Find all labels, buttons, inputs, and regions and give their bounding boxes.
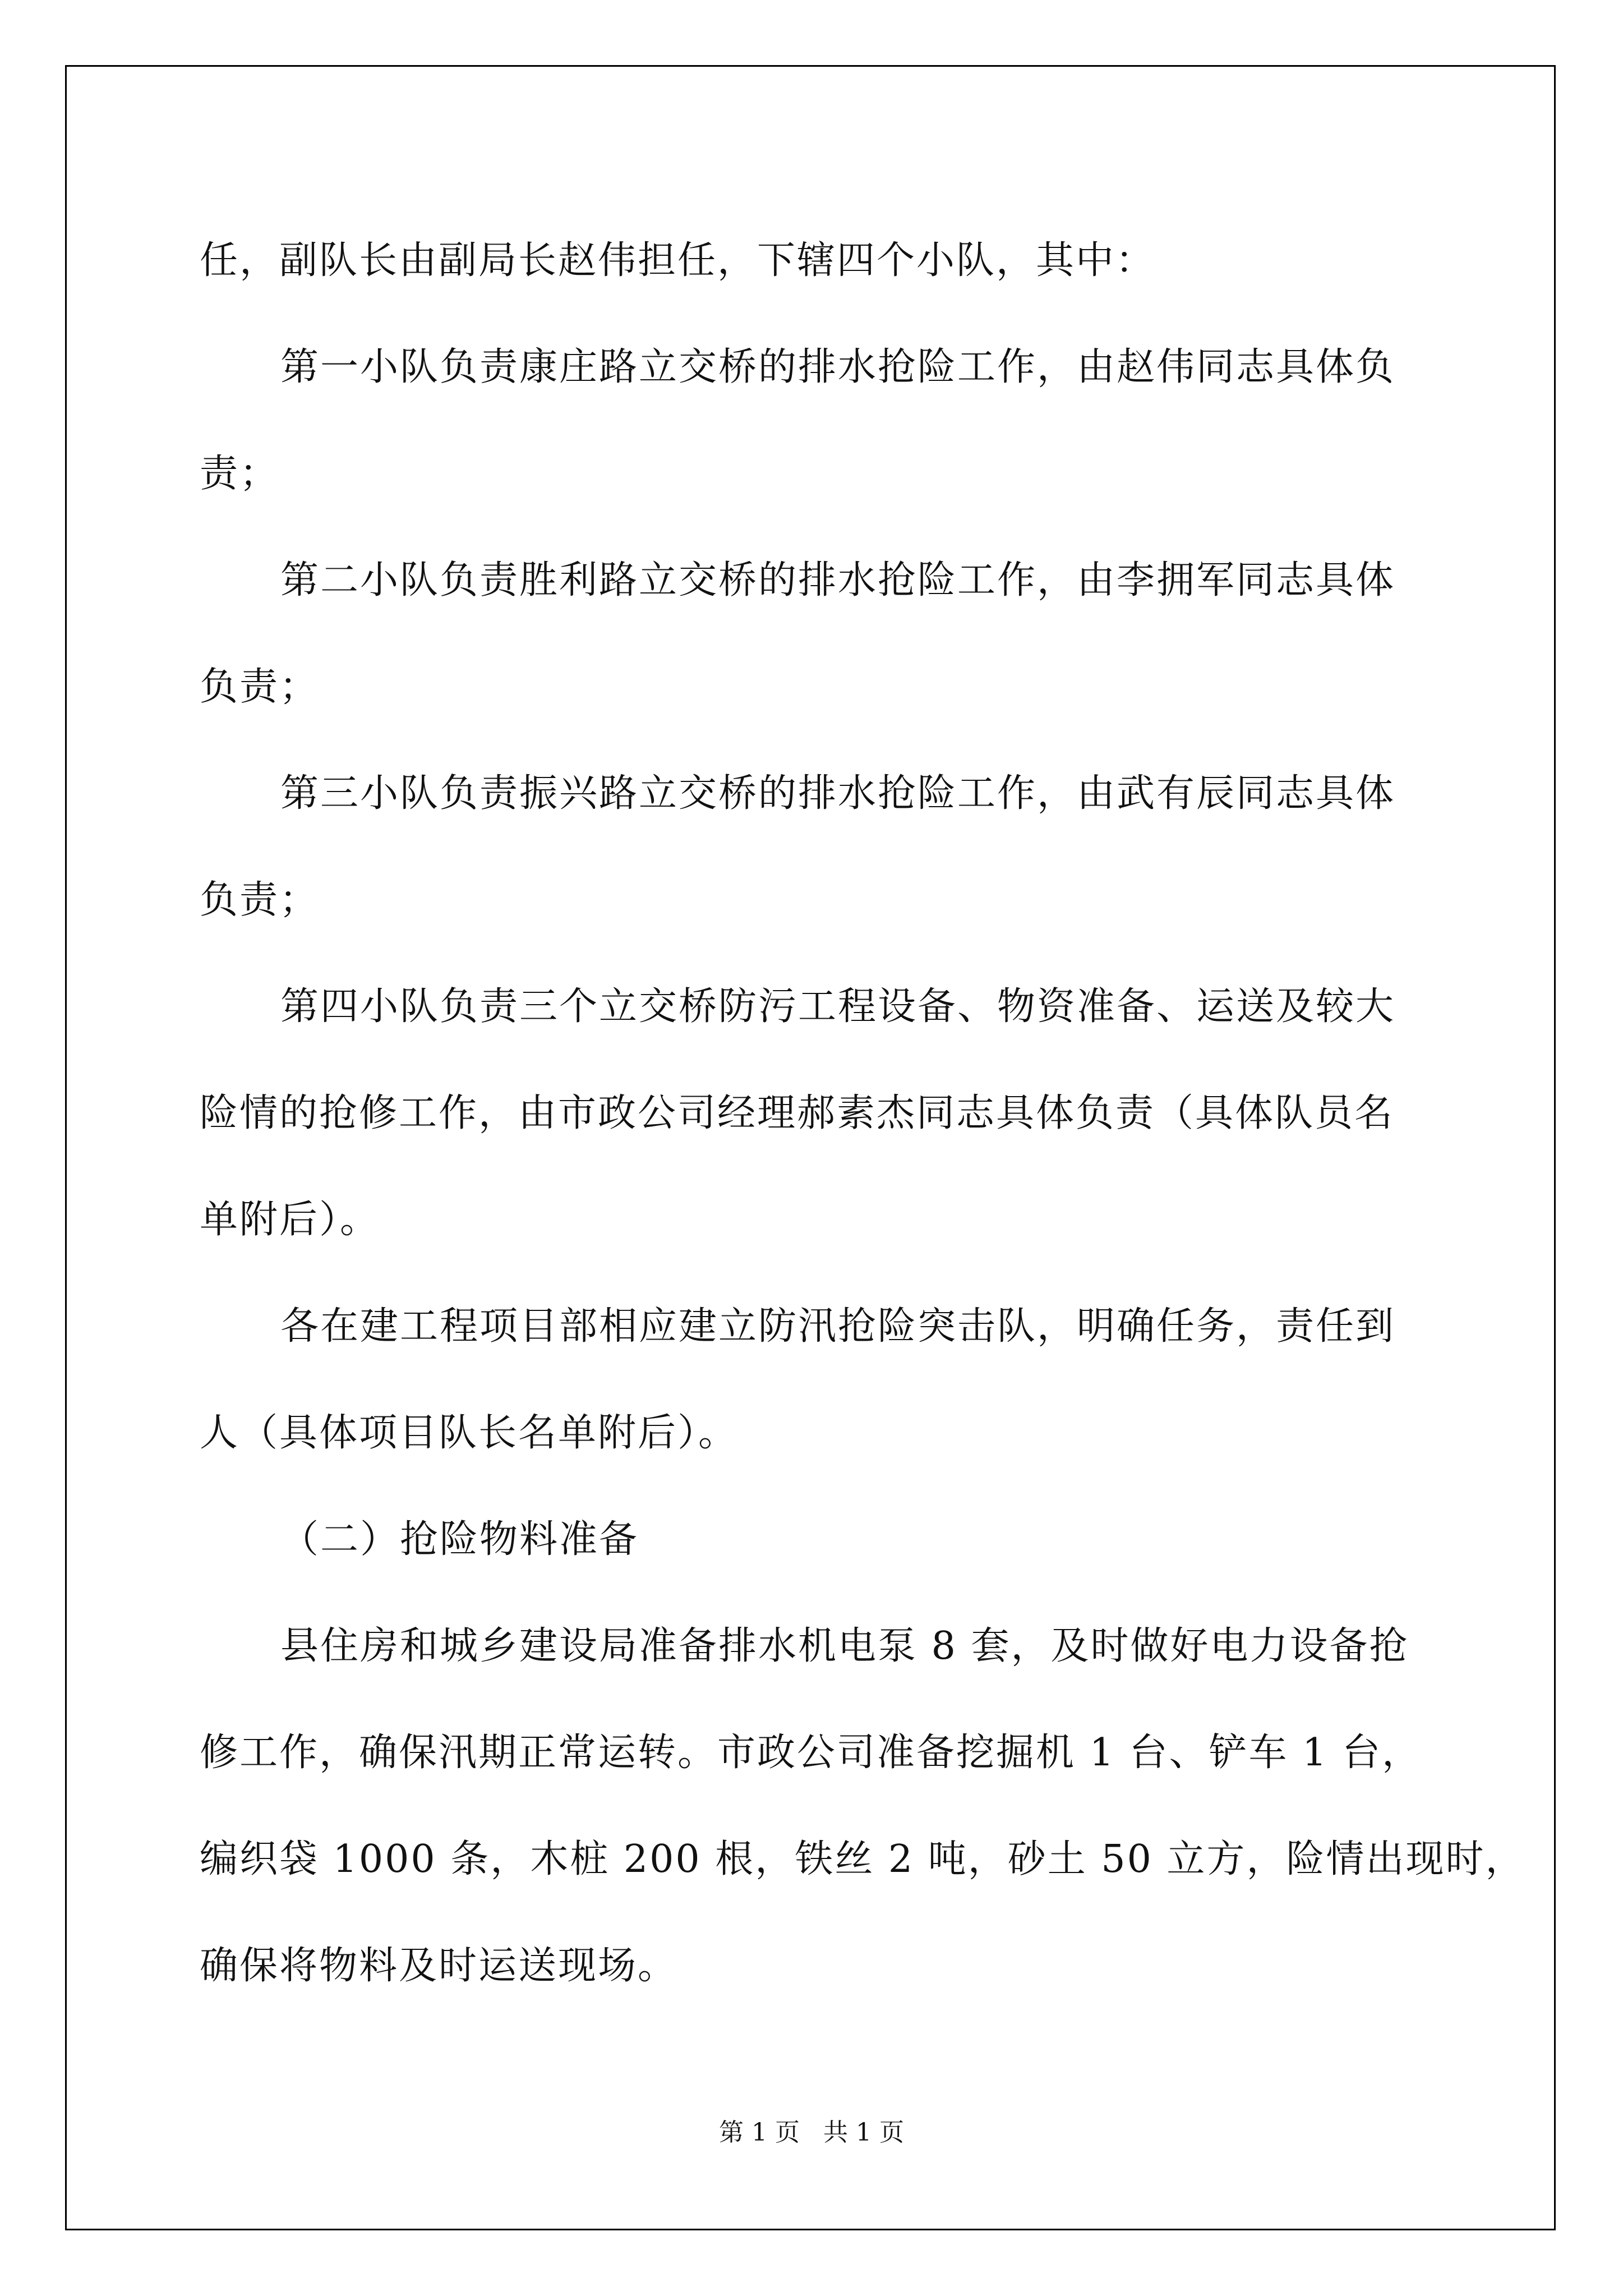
paragraph-line: 修工作，确保汛期正常运转。市政公司准备挖掘机 1 台、铲车 1 台， <box>200 1731 1422 1775</box>
paragraph-line: 单附后）。 <box>200 1198 380 1242</box>
page-number-footer: 第 1 页 共 1 页 <box>719 2118 904 2147</box>
document-body <box>200 208 1525 2019</box>
paragraph-line: 第三小队负责振兴路立交桥的排水抢险工作，由武有辰同志具体 <box>280 771 1396 816</box>
paragraph-line: 第二小队负责胜利路立交桥的排水抢险工作，由李拥军同志具体 <box>280 558 1396 602</box>
section-heading: （二）抢险物料准备 <box>280 1517 639 1562</box>
paragraph-line: 第四小队负责三个立交桥防污工程设备、物资准备、运送及较大 <box>280 984 1396 1029</box>
paragraph-line: 任，副队长由副局长赵伟担任，下辖四个小队，其中： <box>200 238 1156 283</box>
paragraph-line: 人（具体项目队长名单附后）。 <box>200 1411 739 1455</box>
paragraph-line: 确保将物料及时运送现场。 <box>200 1944 678 1988</box>
paragraph-line: 第一小队负责康庄路立交桥的排水抢险工作，由赵伟同志具体负 <box>280 345 1396 389</box>
paragraph-line: 编织袋 1000 条，木桩 200 根，铁丝 2 吨，砂土 50 立方，险情出现时， <box>200 1837 1525 1881</box>
paragraph-line: 负责； <box>200 665 320 709</box>
paragraph-line: 险情的抢修工作，由市政公司经理郝素杰同志具体负责（具体队员名 <box>200 1091 1395 1135</box>
paragraph-line: 各在建工程项目部相应建立防汛抢险突击队，明确任务，责任到 <box>280 1304 1396 1349</box>
paragraph-line: 负责； <box>200 878 320 922</box>
paragraph-line: 责； <box>200 452 280 496</box>
paragraph-line: 县住房和城乡建设局准备排水机电泵 8 套，及时做好电力设备抢 <box>280 1624 1409 1668</box>
